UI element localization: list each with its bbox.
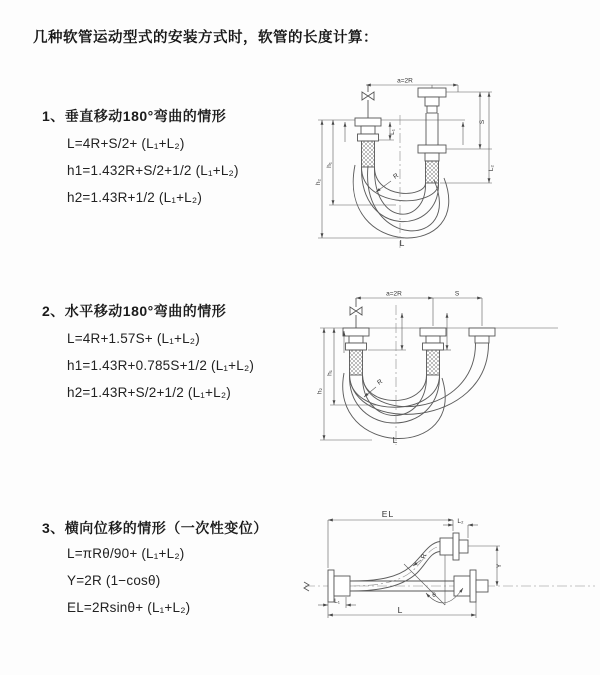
dim-label-y: Y (496, 563, 503, 569)
radius-label: R (420, 553, 429, 560)
dim-l2 (440, 92, 495, 183)
theta-label: θ (432, 592, 436, 599)
section3-heading: 3、横向位移的情形（一次性变位） (42, 520, 268, 536)
section2-heading: 2、水平移动180°弯曲的情形 (42, 303, 227, 319)
radius-callout (364, 378, 384, 397)
dim-label-s: S (454, 290, 460, 298)
dim-label-el: EL (381, 509, 395, 519)
valve-icon (350, 298, 362, 328)
dim-label-l1: L₁ (334, 598, 340, 605)
pipe-break-mark (304, 582, 309, 591)
dim-label-l2: L₂ (457, 518, 464, 525)
dim-label-s: S (479, 119, 486, 125)
middle-flange-fitting (420, 328, 446, 375)
lower-right-flange (454, 570, 488, 602)
dim-a2r (356, 291, 482, 327)
dim-s (446, 92, 492, 149)
length-label: L (399, 238, 405, 248)
upper-right-flange (440, 533, 468, 560)
section1-formula-L: L=4R+S/2+ (L₁+L₂) (67, 136, 185, 151)
dim-label-h1: h₁ (326, 162, 333, 168)
hose-u-bends (343, 343, 489, 439)
left-flange-fitting (343, 328, 369, 375)
diagram-lateral-displacement (300, 505, 600, 645)
section1-formula-h1: h1=1.432R+S/2+1/2 (L₁+L₂) (67, 163, 239, 178)
dim-el (328, 509, 453, 568)
left-flange-fitting (355, 118, 381, 167)
diagram-horizontal-180-bend (308, 283, 598, 453)
length-label: L (392, 435, 398, 445)
dim-l1 (318, 597, 356, 608)
section3-formula-EL: EL=2Rsinθ+ (L₁+L₂) (67, 600, 191, 615)
length-label: L (397, 605, 403, 615)
diagram-vertical-180-bend (308, 70, 593, 255)
right-flange-fitting (418, 88, 446, 183)
section3-formula-L: L=πRθ/90+ (L₁+L₂) (67, 546, 185, 561)
section2-formula-L: L=4R+1.57S+ (L₁+L₂) (67, 331, 200, 346)
dim-label-h1: h₁ (326, 370, 334, 376)
radius-callout (413, 553, 428, 566)
hose-s-curve (350, 542, 440, 592)
radius-label: R (392, 172, 400, 181)
radius-label: R (376, 378, 384, 387)
dim-label-l2: L₂ (488, 164, 495, 172)
right-flange-fitting (469, 328, 495, 343)
valve-icon (362, 85, 374, 118)
section1-heading: 1、垂直移动180°弯曲的情形 (42, 108, 227, 124)
dim-length (328, 602, 476, 618)
dim-label-h2: h₂ (316, 387, 324, 395)
page-title: 几种软管运动型式的安装方式时，软管的长度计算： (33, 30, 378, 46)
section2-formula-h2: h2=1.43R+S/2+1/2 (L₁+L₂) (67, 385, 231, 400)
section2-formula-h1: h1=1.43R+0.785S+1/2 (L₁+L₂) (67, 358, 255, 373)
section1-formula-h2: h2=1.43R+1/2 (L₁+L₂) (67, 190, 203, 205)
section3-formula-Y: Y=2R (1−cosθ) (67, 573, 161, 588)
dim-label-l1: L₁ (389, 129, 396, 135)
dim-l2 (443, 518, 478, 538)
dim-label-h2: h₂ (315, 178, 322, 186)
dim-label-a2r: a=2R (386, 290, 402, 298)
dim-label-a2r: a=2R (397, 77, 413, 85)
